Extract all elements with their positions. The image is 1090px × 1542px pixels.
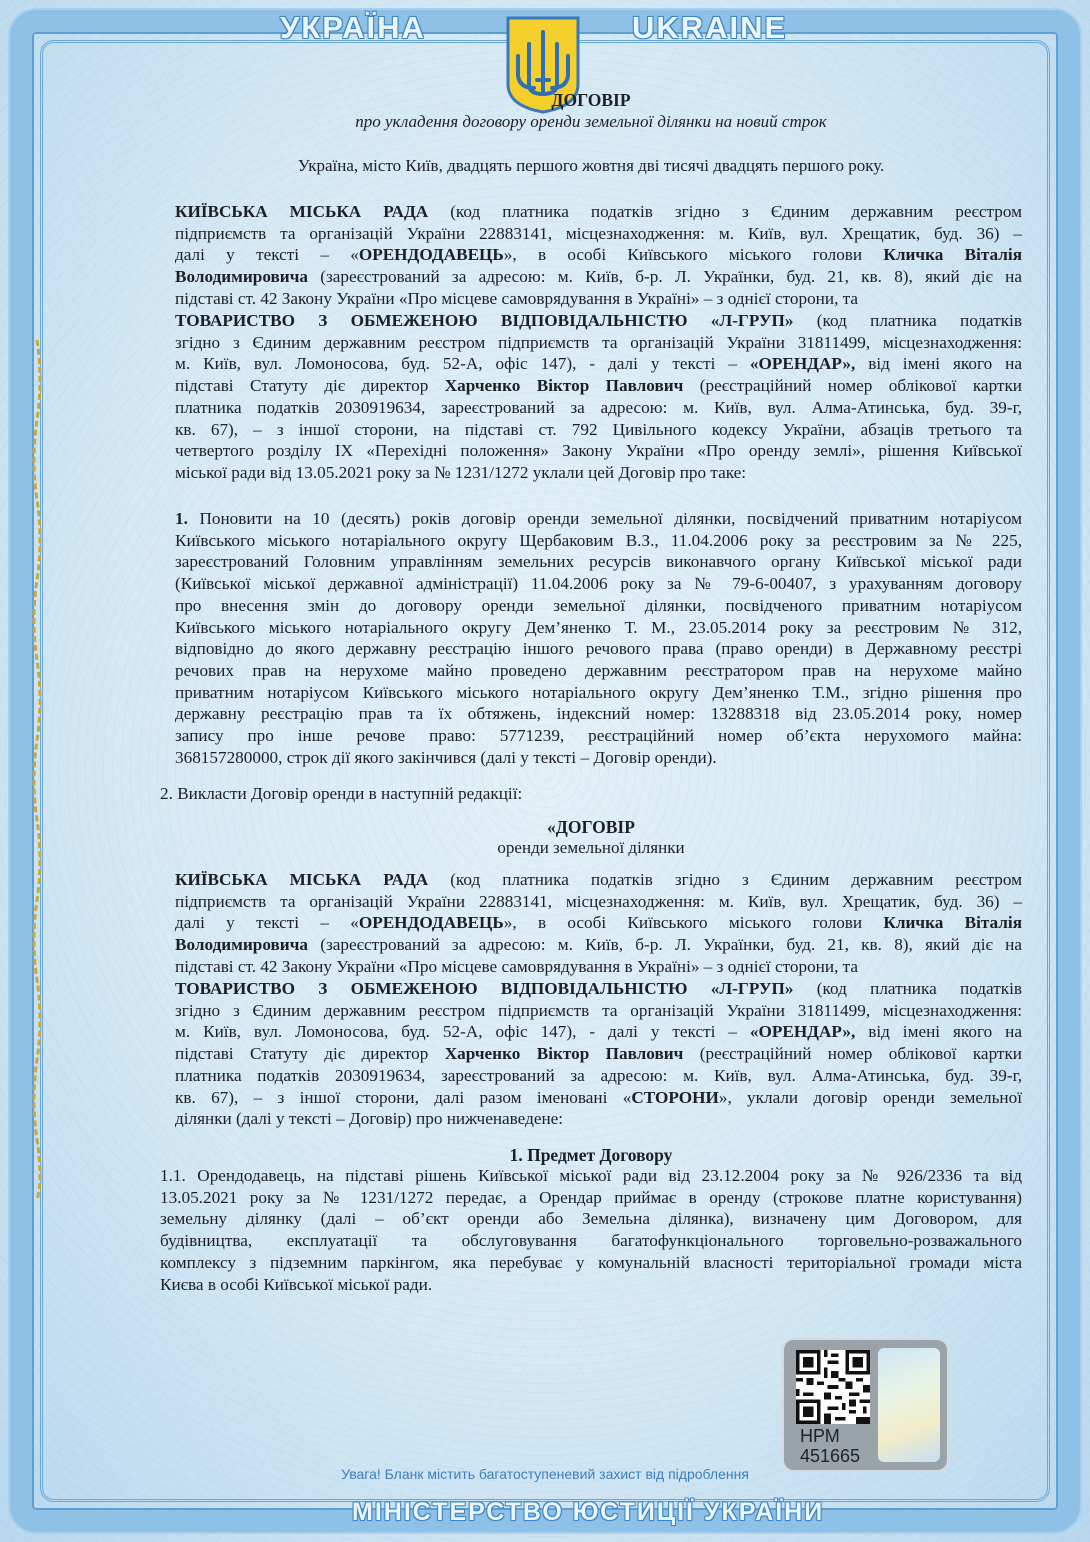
hologram-icon xyxy=(878,1348,940,1462)
security-sticker xyxy=(782,1338,949,1472)
qr-code-icon xyxy=(796,1350,870,1424)
text-line: Володимировича (зареєстрований за адресою: м. Київ, б-р. Л. Українки, буд. 21, кв. 8), який діє на xyxy=(175,267,1022,287)
text-line: ТОВАРИСТВО З ОБМЕЖЕНОЮ ВІДПОВІДАЛЬНІСТЮ «Л-ГРУП» (код платника податків xyxy=(175,979,1022,998)
text-line: 368157280000, строк дії якого закінчився (далі у тексті – Договір оренди). xyxy=(175,747,717,767)
paragraph-clause-1 xyxy=(160,508,1022,768)
inner-contract-subtitle: оренди земельної ділянки xyxy=(497,838,685,857)
place-date: Україна, місто Київ, двадцять першого жовтня дві тисячі двадцять першого року. xyxy=(297,156,885,175)
text-line: (Київської міської державної адміністрації) 11.04.2006 року за № 79-6-00407, з урахуванням договору xyxy=(175,574,1022,594)
paragraph-inner-lessee xyxy=(160,978,1022,1130)
security-thread xyxy=(29,340,45,1200)
document-title: ДОГОВІР xyxy=(551,90,631,110)
text-line: відповідно до якого державну реєстрацію іншого речового права (право оренди) в Державному реєстрі xyxy=(175,639,1022,659)
text-line: ТОВАРИСТВО З ОБМЕЖЕНОЮ ВІДПОВІДАЛЬНІСТЮ «Л-ГРУП» (код платника податків xyxy=(175,311,1022,330)
text-line: будівництва, експлуатації та обслуговування багатофункціонального торговельно-розважального xyxy=(160,1231,1022,1251)
text-line: Київського міського нотаріального округу Дем’яненко Т. М., 23.05.2014 року за реєстровим № 312, xyxy=(175,617,1022,637)
text-line: 1.1. Орендодавець, на підставі рішень Київської міської ради від 23.12.2004 року за № 926/2336 та від xyxy=(160,1166,1022,1185)
text-line: підставі ст. 42 Закону України «Про місцеве самоврядування в Україні» – з однієї сторони, та xyxy=(175,956,859,976)
paragraph-inner-lessor xyxy=(160,869,1022,978)
serial-number: 451665 xyxy=(800,1446,861,1466)
text-line: підставі Статуту діє директор Харченко Віктор Павлович (реєстраційний номер облікової картки xyxy=(175,1044,1022,1064)
text-line: підприємств та організацій України 22883141, місцезнаходження: м. Київ, вул. Хрещатик, буд. 36) – xyxy=(175,891,1022,911)
text-line: зареєстрований Головним управлінням земельних ресурсів виконавчого органу Київської міської ради xyxy=(175,552,1022,572)
paragraph-clause-2 xyxy=(160,783,1022,805)
band-text-ukraine: UKRAINE xyxy=(632,10,788,45)
text-line: КИЇВСЬКА МІСЬКА РАДА (код платника податків згідно з Єдиним державним реєстром xyxy=(175,870,1022,889)
text-line: далі у тексті – «ОРЕНДОДАВЕЦЬ», в особі Київського міського голови Кличка Віталія xyxy=(175,913,1022,933)
text-line: м. Київ, вул. Ломоносова, буд. 52-А, офіс 147), - далі у тексті – «ОРЕНДАР», від імені якого на xyxy=(175,1022,1022,1042)
serial-number-label xyxy=(800,1426,860,1466)
text-line: 2. Викласти Договір оренди в наступній редакції: xyxy=(160,784,523,803)
text-line: платника податків 2030919634, зареєстрований за адресою: м. Київ, вул. Алма-Атинська, буд. 39-г, xyxy=(175,1065,1022,1085)
text-line: речових прав на нерухоме майно проведено державним реєстратором прав на нерухоме майно xyxy=(175,660,1022,680)
section-1-title: 1. Предмет Договору xyxy=(509,1145,673,1165)
document-subtitle: про укладення договору оренди земельної ділянки на новий строк xyxy=(355,112,827,131)
inner-contract-title: «ДОГОВІР xyxy=(547,817,635,837)
text-line: далі у тексті – «ОРЕНДОДАВЕЦЬ», в особі Київського міського голови Кличка Віталія xyxy=(175,245,1022,265)
text-line: підставі ст. 42 Закону України «Про місцеве самоврядування в Україні» – з однієї сторони, та xyxy=(175,288,859,308)
band-text-ministry: МІНІСТЕРСТВО ЮСТИЦІЇ УКРАЇНИ xyxy=(352,1498,825,1526)
text-line: кв. 67), – з іншої сторони, на підставі ст. 792 Цивільного кодексу України, абзаців третього та xyxy=(175,419,1022,439)
text-line: КИЇВСЬКА МІСЬКА РАДА (код платника податків згідно з Єдиним державним реєстром xyxy=(175,202,1022,221)
text-line: комплексу з підземним паркінгом, яка перебуває у комунальній власності територіальної громади міста xyxy=(160,1252,1022,1272)
paragraph-lessor xyxy=(160,201,1022,310)
serial-series: НРМ xyxy=(800,1426,840,1446)
text-line: ділянки (далі у тексті – Договір) про нижченаведене: xyxy=(175,1109,564,1129)
text-line: приватним нотаріусом Київського міського нотаріального округу Дем’яненко Т.М., згідно рішення про xyxy=(175,682,1022,702)
text-line: міської ради від 13.05.2021 року за № 1231/1272 уклали цей Договір про таке: xyxy=(175,462,747,482)
band-text-ukraina: УКРАЇНА xyxy=(280,10,426,45)
text-line: 13.05.2021 року за № 1231/1272 передає, а Орендар приймає в оренду (строкове платне користування) xyxy=(160,1187,1022,1207)
paragraph-lessee xyxy=(160,310,1022,484)
text-line: кв. 67), – з іншої сторони, далі разом іменовані «СТОРОНИ», уклали договір оренди земельної xyxy=(175,1087,1022,1107)
text-line: про внесення змін до договору оренди земельної ділянки, посвідченого приватним нотаріусом xyxy=(175,595,1022,615)
text-line: четвертого розділу IX «Перехідні положення» Закону України «Про оренду землі», рішення Київської xyxy=(175,441,1022,461)
text-line: підприємств та організацій України 22883141, місцезнаходження: м. Київ, вул. Хрещатик, буд. 36) – xyxy=(175,223,1022,243)
text-line: земельну ділянку (далі – об’єкт оренди або Земельна ділянка), визначену цим Договором, для xyxy=(160,1209,1022,1229)
text-line: платника податків 2030919634, зареєстрований за адресою: м. Київ, вул. Алма-Атинська, буд. 39-г, xyxy=(175,397,1022,417)
text-line: Володимировича (зареєстрований за адресою: м. Київ, б-р. Л. Українки, буд. 21, кв. 8), який діє на xyxy=(175,935,1022,955)
text-line: Київського міського нотаріального округу Щербаковим В.З., 11.04.2006 року за реєстровим за № 225, xyxy=(175,530,1022,550)
security-warning: Увага! Бланк містить багатоступеневий захист від підроблення xyxy=(341,1466,749,1482)
text-line: Києва в особі Київської міської ради. xyxy=(160,1274,433,1294)
text-line: запису про інше речове право: 5771239, реєстраційний номер об’єкта нерухомого майна: xyxy=(175,726,1022,746)
paragraph-section-1-1 xyxy=(160,1165,1022,1295)
text-line: 1. Поновити на 10 (десять) років договір оренди земельної ділянки, посвідчений приватним нотаріусом xyxy=(175,509,1022,528)
text-line: підставі Статуту діє директор Харченко Віктор Павлович (реєстраційний номер облікової картки xyxy=(175,376,1022,396)
text-line: згідно з Єдиним державним реєстром підприємств та організацій України 31811499, місцезнаходження: xyxy=(175,332,1022,352)
text-line: державну реєстрацію прав та їх обтяжень, індексний номер: 13288318 від 23.05.2014 року, номер xyxy=(175,704,1022,724)
text-line: згідно з Єдиним державним реєстром підприємств та організацій України 31811499, місцезнаходження: xyxy=(175,1000,1022,1020)
text-line: м. Київ, вул. Ломоносова, буд. 52-А, офіс 147), - далі у тексті – «ОРЕНДАР», від імені якого на xyxy=(175,354,1022,374)
